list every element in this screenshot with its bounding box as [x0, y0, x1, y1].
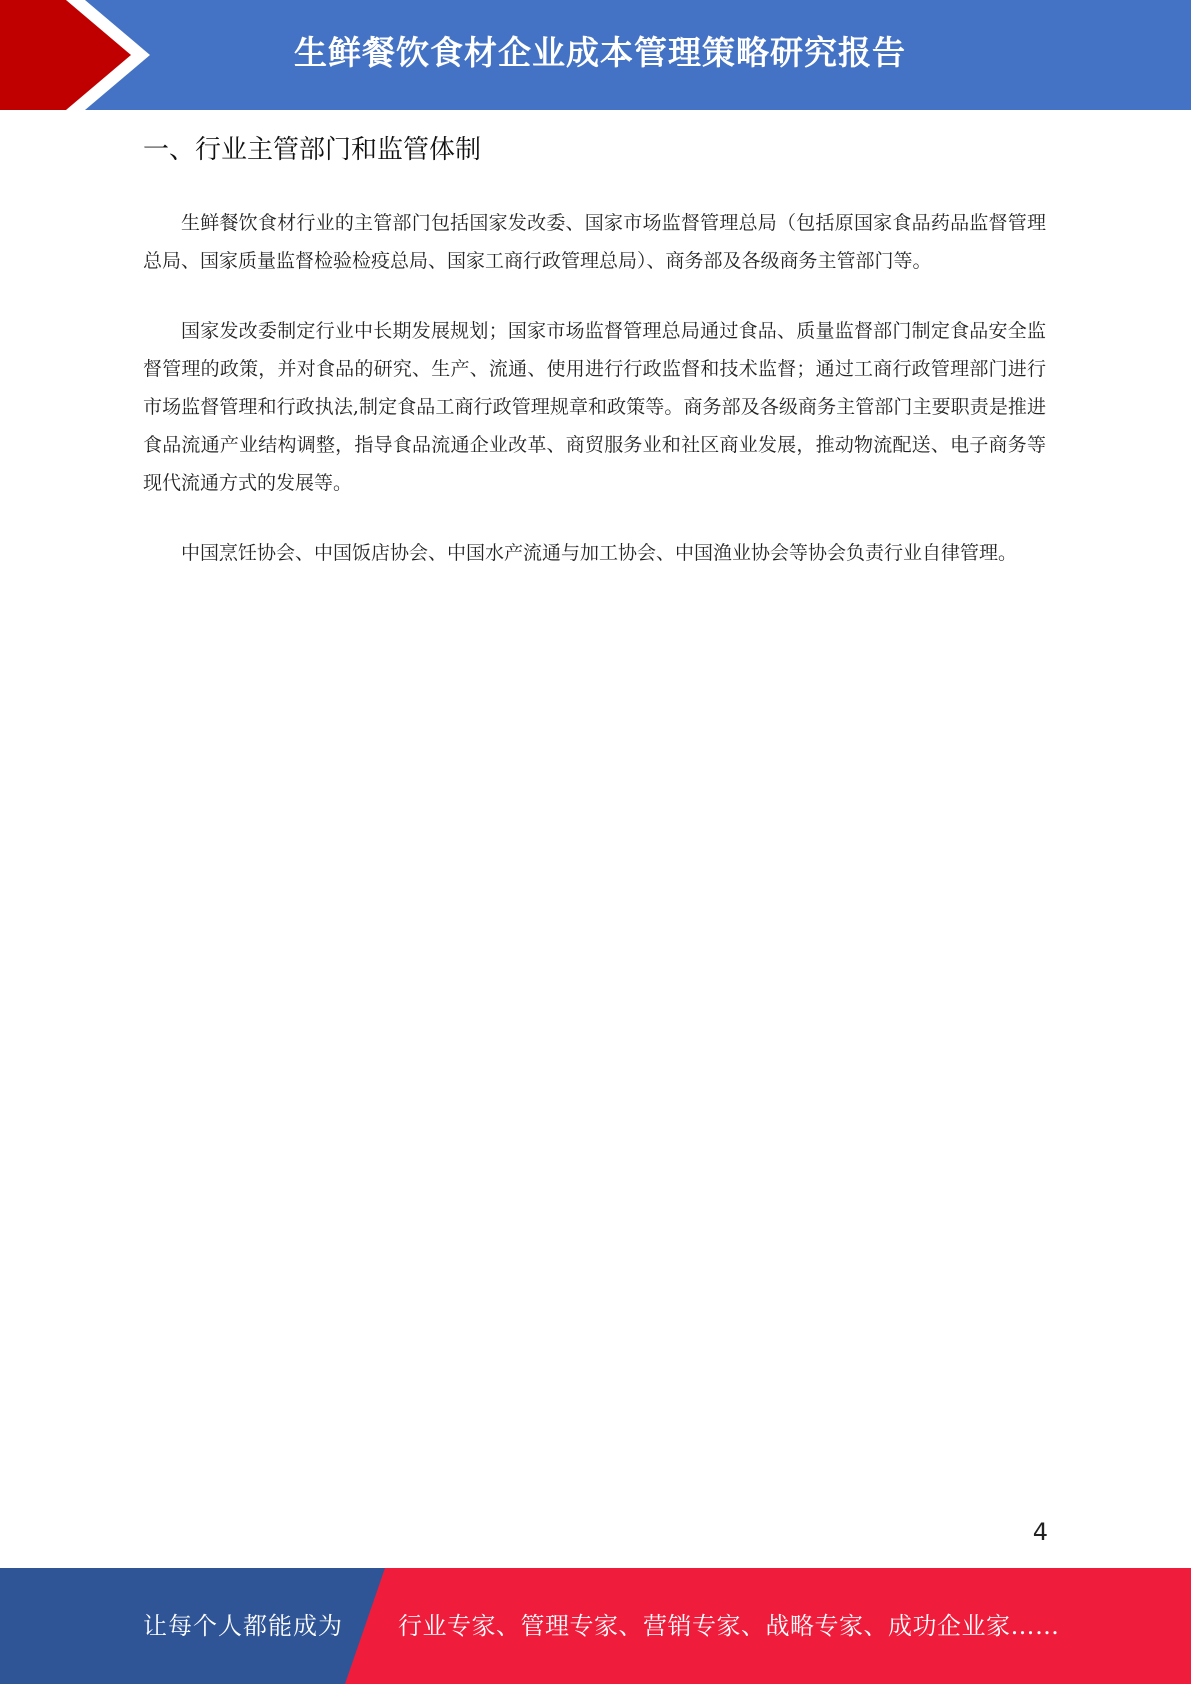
document-title: 生鲜餐饮食材企业成本管理策略研究报告	[294, 33, 906, 72]
header-banner	[0, 0, 1191, 110]
paragraph-regulators: 生鲜餐饮食材行业的主管部门包括国家发改委、国家市场监督管理总局（包括原国家食品药品监督管理总局、国家质量监督检验检疫总局、国家工商行政管理总局）、商务部及各级商务主管部门等。	[143, 212, 1046, 272]
section-heading: 一、行业主管部门和监管体制	[143, 135, 482, 165]
footer-slogan-left: 让每个人都能成为	[143, 1612, 343, 1640]
footer-banner	[0, 1568, 1191, 1684]
page-number: 4	[1032, 1518, 1048, 1546]
header-chevron-decoration	[0, 0, 200, 110]
main-content	[143, 128, 1046, 604]
footer-slogan-right: 行业专家、管理专家、营销专家、战略专家、成功企业家……	[398, 1612, 1060, 1640]
paragraph-responsibilities: 国家发改委制定行业中长期发展规划；国家市场监督管理总局通过食品、质量监督部门制定食品安全监督管理的政策，并对食品的研究、生产、流通、使用进行行政监督和技术监督；通过工商行政管理部门进行市场监督管理和行政执法,制定食品工商行政管理规章和政策等。商务部及各级商务主管部门主要职责是推进食品流通产业结构调整，指导食品流通企业改革、商贸服务业和社区商业发展，推动物流配送、电子商务等现代流通方式的发展等。	[143, 320, 1046, 494]
paragraph-associations: 中国烹饪协会、中国饭店协会、中国水产流通与加工协会、中国渔业协会等协会负责行业自律管理。	[181, 542, 1018, 564]
